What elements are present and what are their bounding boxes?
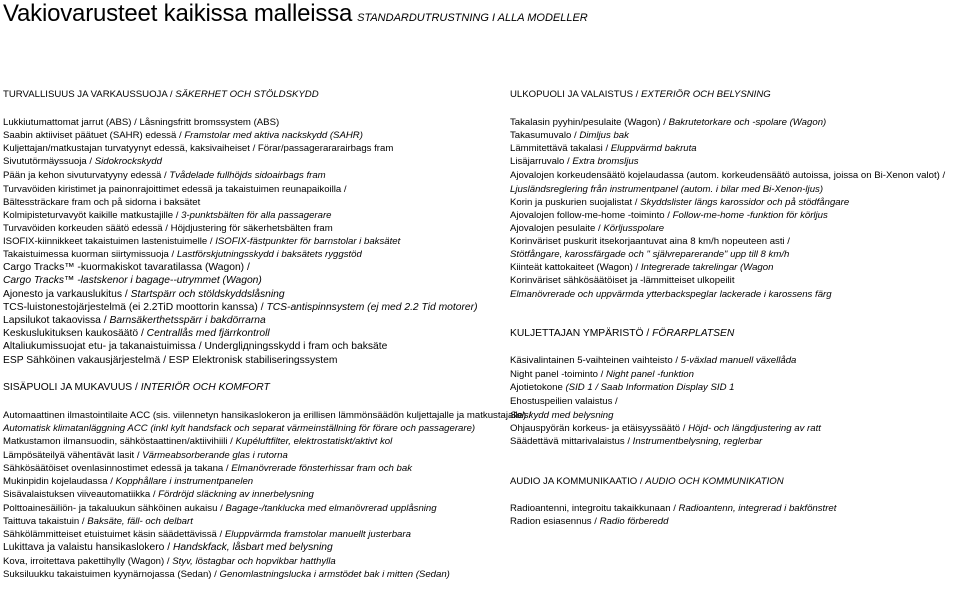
finnish-text: Kiinteät kattokaiteet (Wagon) / [510,262,641,273]
finnish-text: Lapsilukot takaovissa / [3,315,110,326]
right-spec-line [510,236,790,248]
finnish-text: Lämmitettävä takalasi / [510,143,611,154]
finnish-text: ESP Sähköinen vakausjärjestelmä / ESP Elektronisk stabiliseringssystem [3,355,338,366]
finnish-text: Ajotietokone [510,382,566,393]
swedish-text: Körljusspolare [603,223,665,234]
finnish-text: Korinväriset sähkösäätöiset ja -lämmitteiset ulkopeilit [510,275,735,286]
finnish-text: Cargo Tracks™ -kuormakiskot tavaratilassa (Wagon) / [3,262,250,273]
finnish-text: Turvavöiden korkeuden säätö edessä / Höjdjustering för säkerhetsbälten fram [3,223,333,234]
right-spec-line [510,210,828,222]
swedish-text: TCS-antispinnsystem (ej med 2.2 Tid motorer) [266,302,478,313]
swedish-text: Integrerade takrelingar (Wagon [640,262,774,273]
finnish-text: Ajovalojen pesulaite / [510,223,604,234]
finnish-text: Bältessträckare fram och på sidorna i baksätet [3,197,201,208]
left-spec-line [3,341,387,353]
swedish-text: Centrallås med fjärrkontroll [146,328,270,339]
left-spec-line [3,143,393,155]
left-spec-line [3,436,392,448]
finnish-text: Mukinpidin kojelaudassa / [3,476,116,487]
swedish-text: Barnsäkerthetsspärr i bakdörrarna [109,315,266,326]
finnish-text: Lukkiutumattomat jarrut (ABS) / Låsningsfritt bromssystem (ABS) [3,117,280,128]
swedish-text: Bagage-/tanklucka med elmanövrerad upplåsning [225,503,437,514]
finnish-text: Takasumuvalo / [510,130,580,141]
right-spec-line [510,117,826,129]
finnish-text: AUDIO JA KOMMUNIKAATIO / [510,476,646,487]
finnish-text: Korin ja puskurien suojalistat / [510,197,641,208]
right-spec-line [510,156,639,168]
right-spec-line [510,223,664,235]
right-spec-line [510,249,789,261]
finnish-text: Polttoainesäiliön- ja takaluukun sähköinen aukaisu / [3,503,226,514]
right-spec-line [510,275,734,287]
left-spec-line [3,170,326,182]
left-spec-line [3,423,475,435]
right-spec-line [510,170,945,182]
swedish-text: Solskydd med belysning [510,410,614,421]
swedish-text: Instrumentbelysning, reglerbar [632,436,763,447]
right-spec-line [510,197,849,209]
finnish-text: SISÄPUOLI JA MUKAVUUS / [3,382,141,393]
swedish-text: Skyddslister längs karossidor och på stödfångare [640,197,850,208]
swedish-text: Baksäte, fäll- och delbart [87,516,193,527]
finnish-text: Kova, irroitettava pakettihylly (Wagon) / [3,556,173,567]
swedish-text: Genomlastningslucka i armstödet bak i mitten (Sedan) [219,569,450,580]
right-spec-line [510,436,762,448]
left-spec-line [3,463,412,475]
right-spec-line [510,516,668,528]
swedish-text: 3-punktsbälten för alla passagerare [181,210,332,221]
left-spec-line [3,275,262,287]
swedish-text: Stötfångare, karossfärgade och " självreparerande" upp till 8 km/h [510,249,790,260]
swedish-text: Startspärr och stöldskyddslåsning [130,289,285,300]
finnish-text: Ajovalojen follow-me-home -toiminto / [510,210,673,221]
swedish-text: Sidokrockskydd [94,156,162,167]
finnish-text: Radioantenni, integroitu takaikkunaan / [510,503,679,514]
finnish-text: Keskuslukituksen kaukosäätö / [3,328,147,339]
title-sub: STANDARDUTRUSTNING I ALLA MODELLER [357,12,588,24]
left-spec-line [3,117,279,129]
swedish-text: SÄKERHET OCH STÖLDSKYDD [175,89,319,100]
right-spec-line [510,184,823,196]
left-spec-line [3,236,400,248]
swedish-text: Höjd- och längdjustering av ratt [688,423,821,434]
left-spec-line [3,489,314,501]
left-spec-line [3,450,288,462]
right-spec-line [510,89,771,101]
left-spec-line [3,516,193,528]
finnish-text: Sisävalaistuksen viiveautomatiikka / [3,489,159,500]
swedish-text: Extra bromsljus [572,156,639,167]
swedish-text: Night panel -funktion [605,369,694,380]
finnish-text: Sivututörmäyssuoja / [3,156,95,167]
swedish-text: Kopphållare i instrumentpanelen [115,476,254,487]
finnish-text: TURVALLISUUS JA VARKAUSSUOJA / [3,89,176,100]
right-spec-line [510,503,836,515]
swedish-text: 5-växlad manuell växellåda [680,355,797,366]
swedish-text: Lastförskjutningsskydd i baksätets ryggstöd [176,249,362,260]
swedish-text: Bakrutetorkare och -spolare (Wagon) [668,117,827,128]
swedish-text: Fördröjd släckning av innerbelysning [158,489,314,500]
left-spec-line [3,315,266,327]
left-spec-line [3,156,162,168]
right-spec-line [510,410,613,422]
left-spec-line [3,355,337,367]
left-spec-line [3,262,250,274]
swedish-text: Automatisk klimatanläggning ACC (inkl kylt handsfack och separat värmeinställning för förare och passagerare) [3,423,476,434]
finnish-text: KULJETTAJAN YMPÄRISTÖ / [510,328,653,339]
finnish-text: Käsivalintainen 5-vaihteinen vaihteisto / [510,355,681,366]
finnish-text: Ajovalojen korkeudensäätö kojelaudassa (autom. korkeudensäätö autoissa, joissa on Bi-Xenon valot) / [510,170,946,181]
left-spec-line [3,184,347,196]
finnish-text: Suksiluukku takaistuimen kyynärnojassa (Sedan) / [3,569,220,580]
swedish-text: Tvådelade fullhöjds sidoairbags fram [169,170,326,181]
left-spec-line [3,382,270,394]
finnish-text: Kolmipisteturvavyöt kaikille matkustajille / [3,210,182,221]
finnish-text: Takaistuimessa kuorman siirtymissuoja / [3,249,177,260]
right-spec-line [510,423,821,435]
left-spec-line [3,542,333,554]
left-spec-line [3,569,450,581]
left-spec-line [3,197,200,209]
finnish-text: Matkustamon ilmansuodin, sähköstaattinen/aktiivihiili / [3,436,236,447]
finnish-text: Radion esiasennus / [510,516,600,527]
swedish-text: Radio förberedd [599,516,669,527]
title-main: Vakiovarusteet kaikissa malleissa [3,0,353,27]
finnish-text: Lisäjarruvalo / [510,156,573,167]
swedish-text: Elmanövrerade fönsterhissar fram och bak [231,463,413,474]
finnish-text: Ohjauspyörän korkeus- ja etäisyyssäätö / [510,423,689,434]
left-spec-line [3,302,478,314]
swedish-text: Värmeabsorberande glas i rutorna [142,450,288,461]
right-spec-line [510,143,697,155]
right-spec-line [510,382,735,394]
right-spec-line [510,289,832,301]
swedish-text: Ljusländsreglering från instrumentpanel (autom. i bilar med Bi-Xenon-ljus) [510,184,824,195]
left-spec-line [3,529,411,541]
swedish-text: Kupéluftfilter, elektrostatiskt/aktivt kol [235,436,393,447]
finnish-text: Saabin aktiiviset päätuet (SAHR) edessä / [3,130,185,141]
finnish-text: Säädettävä mittarivalaistus / [510,436,633,447]
finnish-text: Lukittava ja valaistu hansikaslokero / [3,542,173,553]
finnish-text: Korinväriset puskurit itsekorjaantuvat aina 8 km/h nopeuteen asti / [510,236,790,247]
left-spec-line [3,223,333,235]
right-spec-line [510,476,784,488]
finnish-text: ISOFIX-kiinnikkeet takaistuimen lastenistuimelle / [3,236,216,247]
swedish-text: Radioantenn, integrerad i bakfönstret [678,503,837,514]
right-spec-line [510,262,773,274]
swedish-text: Eluppvärmda framstolar manuellt justerbara [224,529,411,540]
swedish-text: ISOFIX-fästpunkter för barnstolar i baksätet [215,236,401,247]
finnish-text: Taittuva takaistuin / [3,516,88,527]
finnish-text: Night panel -toiminto / [510,369,606,380]
swedish-text: Eluppvärmd bakruta [610,143,697,154]
right-spec-line [510,130,629,142]
right-spec-line [510,328,734,340]
swedish-text: INTERIÖR OCH KOMFORT [140,382,270,393]
swedish-text: Elmanövrerade och uppvärmda ytterbackspeglar lackerade i karossens färg [510,289,832,300]
swedish-text: AUDIO OCH KOMMUNIKATION [645,476,784,487]
finnish-text: Ajonesto ja varkauslukitus / [3,289,131,300]
swedish-text: FÖRARPLATSEN [652,328,735,339]
finnish-text: Turvavöiden kiristimet ja painonrajoittimet edessä ja takaistuimen reunapaikoilla / [3,184,347,195]
finnish-text: Takalasin pyyhin/pesulaite (Wagon) / [510,117,669,128]
finnish-text: ULKOPUOLI JA VALAISTUS / [510,89,641,100]
finnish-text: Sähkösäätöiset ovenlasinnostimet edessä ja takana / [3,463,232,474]
finnish-text: Kuljettajan/matkustajan turvatyynyt edessä, kaksivaiheiset / Förar/passagerararairbags fram [3,143,394,154]
right-spec-line [510,369,694,381]
swedish-text: (SID 1 / Saab Information Display SID 1 [565,382,735,393]
left-spec-line [3,210,332,222]
finnish-text: Lämpösäteilyä vähentävät lasit / [3,450,143,461]
swedish-text: Framstolar med aktiva nackskydd (SAHR) [184,130,363,141]
finnish-text: Automaattinen ilmastointilaite ACC (sis. viilennetyn hansikaslokeron ja erillisen lämmönsäädön kuljettajalle ja matkustajalle) / [3,410,532,421]
page-title [3,0,588,28]
swedish-text: Handskfack, låsbart med belysning [173,542,333,553]
finnish-text: Ehostuspeilien valaistus / [510,396,618,407]
swedish-text: Follow-me-home -funktion för körljus [672,210,828,221]
left-spec-line [3,476,253,488]
finnish-text: Pään ja kehon sivuturvatyyny edessä / [3,170,170,181]
left-spec-line [3,503,437,515]
left-spec-line [3,328,270,340]
left-spec-line [3,289,285,301]
swedish-text: Dimljus bak [579,130,629,141]
right-spec-line [510,396,618,408]
left-spec-line [3,556,336,568]
swedish-text: Cargo Tracks™ -lastskenor i bagage--utrymmet (Wagon) [3,275,262,286]
left-spec-line [3,249,362,261]
left-spec-line [3,130,363,142]
finnish-text: TCS-luistonestojärjestelmä (ei 2.2TiD moottorin kanssa) / [3,302,267,313]
finnish-text: Sähkölämmitteiset etuistuimet käsin säädettävissä / [3,529,225,540]
swedish-text: Styv, löstagbar och hopvikbar hatthylla [172,556,336,567]
left-spec-line [3,89,319,101]
right-spec-line [510,355,796,367]
finnish-text: Altaliukumissuojat etu- ja takanaistuimissa / Undergliдningsskydd i fram och baksäte [3,341,388,352]
swedish-text: EXTERIÖR OCH BELYSNING [640,89,771,100]
left-spec-line [3,410,531,422]
